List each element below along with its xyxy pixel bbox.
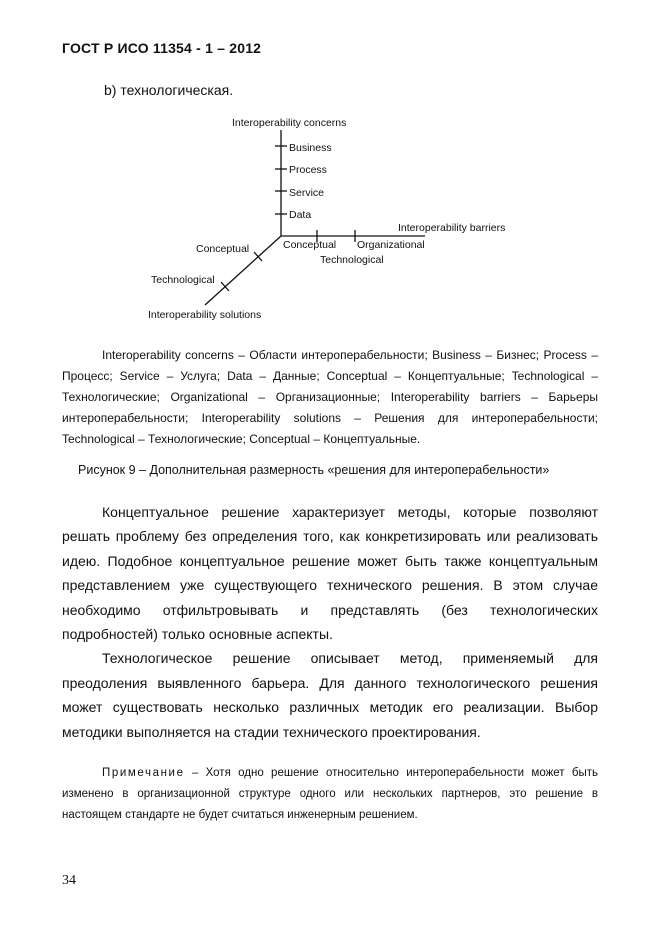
legend-text: Interoperability concerns – Области интероперабельности; Business – Бизнес; Process – Процесс; Service – Услуга; Data – Данные; Conceptual – Концептуальные; Technological – Технологические; Organizational – Организационные; Interoperability barriers – Барьеры интероперабельности; Interoperability solutions – Решения для интероперабельности; Technological – Технологические; Conceptual – Концептуальные. [62, 348, 598, 446]
note-paragraph [62, 763, 598, 826]
label-service: Service [289, 187, 325, 199]
label-conceptual-h: Conceptual [283, 239, 337, 251]
subtitle-marker: b) [104, 82, 117, 98]
label-technological-d: Technological [151, 274, 215, 286]
label-conceptual-d: Conceptual [196, 243, 250, 255]
paragraph-conceptual: Концептуальное решение характеризует методы, которые позволяют решать проблему без определения того, как конкретизировать или реализовать идею. Подобное концептуальное решение может быть также концептуальным представлением уже существующего технического решения. В этом случае необходимо отфильтровывать и представлять (без технологических подробностей) только основные аспекты. [62, 504, 598, 643]
concerns-axis-label: Interoperability concerns [232, 117, 347, 129]
figure-legend [62, 345, 598, 450]
subtitle-text: технологическая. [120, 82, 234, 98]
document-header: ГОСТ Р ИСО 11354 - 1 – 2012 [62, 40, 262, 56]
note-label: Примечание [102, 767, 185, 779]
label-organizational: Organizational [357, 239, 425, 251]
figure-caption: Рисунок 9 – Дополнительная размерность «решения для интероперабельности» [78, 463, 550, 477]
paragraph-technological: Технологическое решение описывает метод, применяемый для преодоления выявленного барьера. Для данного технологического решения может существовать несколько различных методик его реализации. Выбор методики выполняется на стадии технического проектирования. [62, 650, 598, 740]
label-technological-h: Technological [320, 254, 384, 266]
note [62, 763, 598, 826]
note-text: – Хотя одно решение относительно интероперабельности может быть изменено в организационной структуре одного или нескольких партнеров, это решение в настоящем стандарте не будет считаться инженерным решением. [62, 767, 598, 821]
body-text [62, 500, 598, 744]
label-process: Process [289, 164, 327, 176]
label-business: Business [289, 142, 332, 154]
page-number: 34 [62, 873, 76, 888]
interoperability-diagram [0, 0, 661, 340]
label-data: Data [289, 209, 312, 221]
barriers-axis-label: Interoperability barriers [398, 222, 506, 234]
solutions-axis-label: Interoperability solutions [148, 309, 262, 321]
